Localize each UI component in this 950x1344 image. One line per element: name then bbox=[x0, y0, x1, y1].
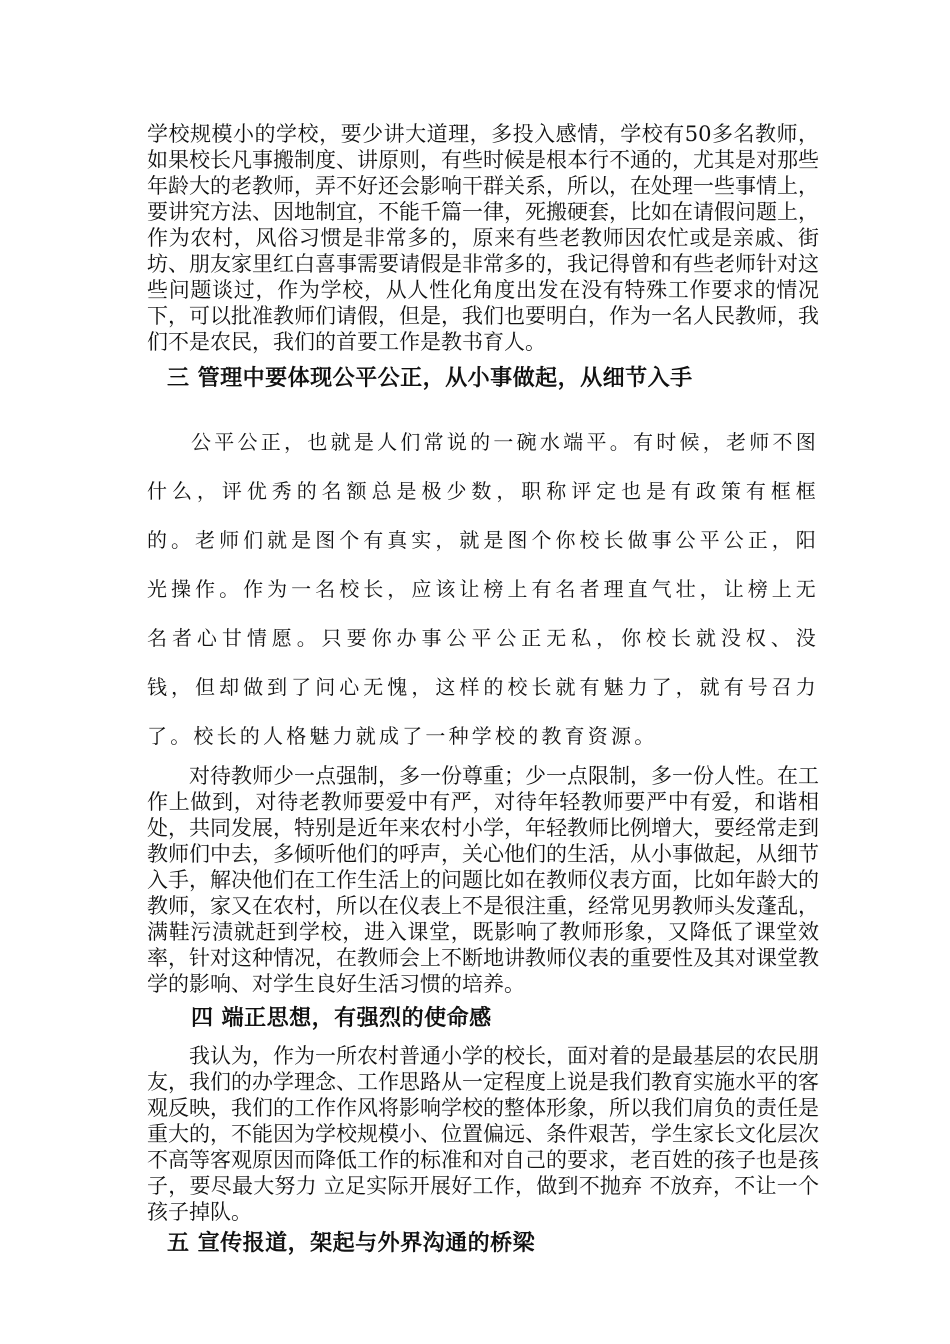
document-body bbox=[147, 121, 819, 1259]
section-heading-3: 三 管理中要体现公平公正，从小事做起，从细节入手 bbox=[167, 366, 693, 391]
paragraph-mission: 我认为，作为一所农村普通小学的校长，面对着的是最基层的农民朋友，我们的办学理念、工作思路从一定程度上说是我们教育实施水平的客观反映，我们的工作作风将影响学校的整体形象，所以我们肩负的责任是重大的，不能因为学校规模小、位置偏远、条件艰苦，学生家长文化层次不高等客观原因而降低工作的标准和对自己的要求，老百姓的孩子也是孩子，要尽最大努力 立足实际开展好工作，做到不抛弃 不放弃，不让一个孩子掉队。 bbox=[147, 1044, 819, 1224]
paragraph-fairness: 公平公正，也就是人们常说的一碗水端平。有时候，老师不图什么，评优秀的名额总是极少数，职称评定也是有政策有框框的。老师们就是图个有真实，就是图个你校长做事公平公正，阳光操作。作为一名校长，应该让榜上有名者理直气壮，让榜上无名者心甘情愿。只要你办事公平公正无私，你校长就没权、没钱，但却做到了问心无愧，这样的校长就有魅力了，就有号召力了。校长的人格魅力就成了一种学校的教育资源。 bbox=[147, 430, 819, 748]
paragraph-respect: 对待教师少一点强制，多一份尊重；少一点限制，多一份人性。在工作上做到，对待老教师要爱中有严，对待年轻教师要严中有爱，和谐相处，共同发展，特别是近年来农村小学，年轻教师比例增大，要经常走到教师们中去，多倾听他们的呼声，关心他们的生活，从小事做起，从细节入手，解决他们在工作生活上的问题比如在教师仪表方面，比如年龄大的教师，家又在农村，所以在仪表上不是很注重，经常见男教师头发蓬乱，满鞋污渍就赶到学校，进入课堂，既影响了教师形象，又降低了课堂效率，针对这种情况，在教师会上不断地讲教师仪表的重要性及其对课堂教学的影响、对学生良好生活习惯的培养。 bbox=[147, 764, 819, 996]
section-heading-4: 四 端正思想，有强烈的使命感 bbox=[191, 1006, 492, 1031]
paragraph-intro: 学校规模小的学校，要少讲大道理，多投入感情，学校有50多名教师，如果校长凡事搬制度、讲原则，有些时候是根本行不通的，尤其是对那些年龄大的老教师，弄不好还会影响干群关系，所以，在处理一些事情上，要讲究方法、因地制宜，不能千篇一律，死搬硬套，比如在请假问题上，作为农村，风俗习惯是非常多的，原来有些老教师因农忙或是亲戚、街坊、朋友家里红白喜事需要请假是非常多的，我记得曾和有些老师针对这些问题谈过，作为学校，从人性化角度出发在没有特殊工作要求的情况下，可以批准教师们请假，但是，我们也要明白，作为一名人民教师，我们不是农民，我们的首要工作是教书育人。 bbox=[147, 122, 819, 354]
section-heading-5: 五 宣传报道，架起与外界沟通的桥梁 bbox=[167, 1231, 536, 1256]
